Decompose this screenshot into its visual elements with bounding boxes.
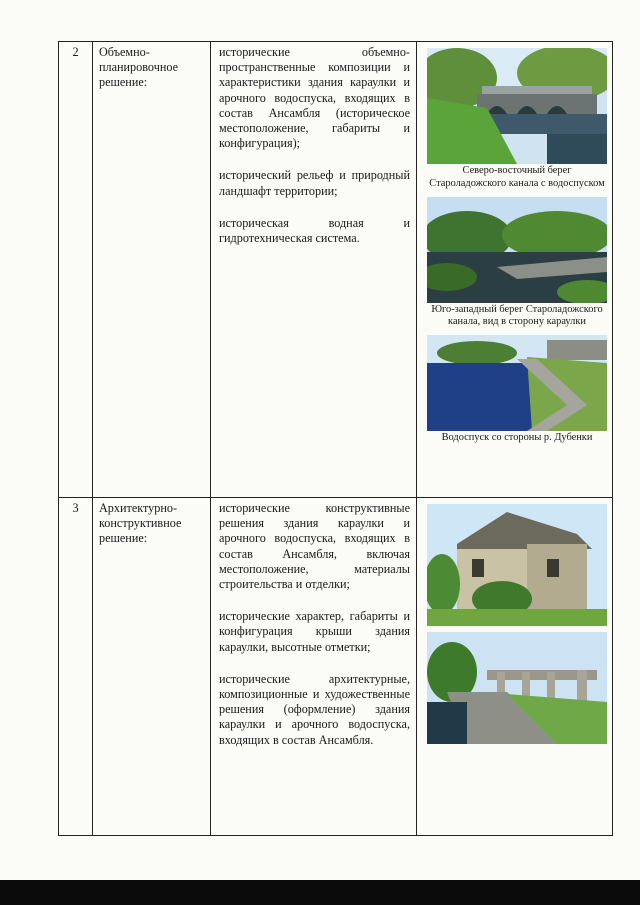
- photo-canal-northeast: [427, 48, 607, 191]
- guardhouse-photo: [427, 504, 607, 626]
- photo-column: [417, 42, 613, 498]
- table-row: [59, 498, 613, 836]
- canal-weir-photo: [427, 48, 607, 164]
- photo-guardhouse: [427, 504, 607, 626]
- scan-border: [0, 880, 640, 905]
- canal-guardhouse-view-photo: [427, 197, 607, 303]
- row-title: Архитектурно-конструктивное решение:: [93, 498, 211, 836]
- monument-features-table: [58, 41, 613, 836]
- description-item: исторические объемно-пространственные композиции и характеристики здания караулки и арочного водоспуска, входящих в состав Ансамбля (историческое местоположение, габариты и конфигурация);: [219, 45, 410, 151]
- description-item: исторические архитектурные, композиционные и художественные решения (оформление) здания караулки и арочного водоспуска, входящих в состав Ансамбля.: [219, 671, 410, 747]
- photo-arched-weir: [427, 632, 607, 744]
- row-description: [211, 42, 417, 498]
- row-title: Объемно-планировочное решение:: [93, 42, 211, 498]
- row-number: 2: [59, 42, 93, 498]
- arched-weir-photo: [427, 632, 607, 744]
- description-item: исторические конструктивные решения здания караулки и арочного водоспуска, входящих в состав Ансамбля, включая местоположение, материалы строительства и отделки;: [219, 501, 410, 592]
- photo-weir-dubenka: [427, 335, 607, 445]
- photo-column: [417, 498, 613, 836]
- photo-caption: Водоспуск со стороны р. Дубенки: [441, 432, 593, 444]
- description-item: историческая водная и гидротехническая система.: [219, 215, 410, 246]
- row-number: 3: [59, 498, 93, 836]
- description-item: исторический рельеф и природный ландшафт территории;: [219, 168, 410, 198]
- photo-canal-southwest: [427, 197, 607, 330]
- row-description: [211, 498, 417, 836]
- table-row: [59, 42, 613, 498]
- description-item: исторические характер, габариты и конфигурация крыши здания караулки, высотные отметки;: [219, 609, 410, 654]
- weir-river-photo: [427, 335, 607, 431]
- photo-caption: Юго-западный берег Староладожского канала, вид в сторону караулки: [431, 303, 603, 328]
- photo-caption: Северо-восточный берег Староладожского канала с водоспуском: [429, 165, 605, 189]
